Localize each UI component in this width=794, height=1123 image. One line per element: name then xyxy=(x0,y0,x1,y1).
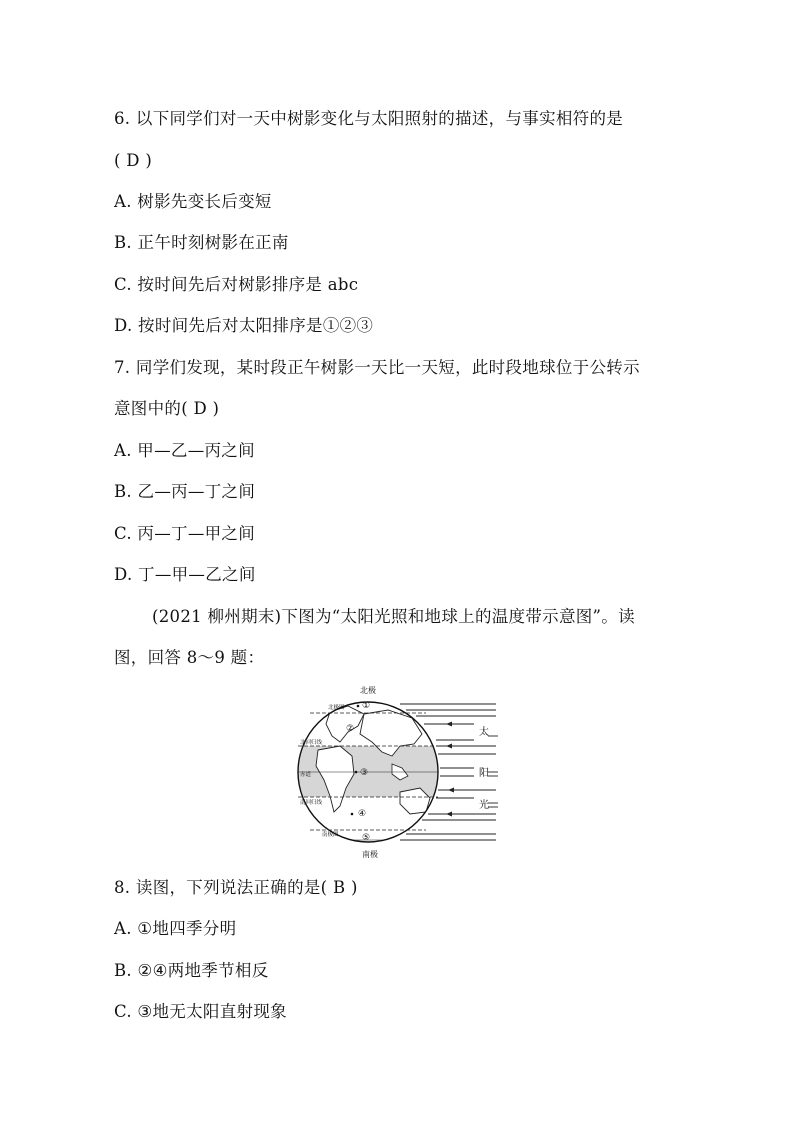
point-1-dot xyxy=(357,705,360,708)
point-3-dot xyxy=(355,771,358,774)
equator-label: 赤道 xyxy=(300,772,312,778)
q6-option-a: A. 树影先变长后变短 xyxy=(114,192,272,211)
q7-stem-cont: 意图中的( D ) xyxy=(114,399,220,418)
point-4-label: ④ xyxy=(358,809,367,819)
q7-option-a: A. 甲—乙—丙之间 xyxy=(114,441,255,460)
antarctic-circle-label: 南极圈 xyxy=(322,832,339,838)
q7-option-d: D. 丁—甲—乙之间 xyxy=(114,565,256,584)
q7-stem: 7. 同学们发现，某时段正午树影一天比一天短，此时段地球位于公转示 xyxy=(114,358,640,377)
tropic-cancer-label: 北回归线 xyxy=(300,740,323,746)
sunlight-temperature-zone-figure xyxy=(288,684,508,864)
tropic-capricorn-label: 南回归线 xyxy=(300,800,323,806)
point-4-dot xyxy=(351,813,354,816)
q6-option-b: B. 正午时刻树影在正南 xyxy=(114,233,289,252)
q6-answer: ( D ) xyxy=(114,151,153,170)
point-5-label: ⑤ xyxy=(362,833,371,843)
q8-stem: 8. 读图，下列说法正确的是( B ) xyxy=(114,878,358,897)
intro-line-1: (2021 柳州期末)下图为“太阳光照和地球上的温度带示意图”。读 xyxy=(152,607,635,626)
q7-option-b: B. 乙—丙—丁之间 xyxy=(114,482,256,501)
point-1-label: ① xyxy=(362,701,371,711)
arctic-circle-label: 北极圈 xyxy=(328,705,345,711)
sun-ray-arrows xyxy=(446,722,454,817)
q7-option-c: C. 丙—丁—甲之间 xyxy=(114,524,256,543)
intro-line-2: 图，回答 8～9 题： xyxy=(114,648,265,667)
q8-option-c: C. ③地无太阳直射现象 xyxy=(114,1002,287,1021)
q8-option-b: B. ②④两地季节相反 xyxy=(114,961,269,980)
sun-char-2: 阳 xyxy=(479,768,489,779)
point-2-label: ② xyxy=(346,724,355,734)
ray-ticks xyxy=(488,736,498,807)
south-pole-label: 南极 xyxy=(362,850,378,859)
point-3-label: ③ xyxy=(360,768,369,778)
q8-option-a: A. ①地四季分明 xyxy=(114,919,237,938)
sun-char-1: 太 xyxy=(479,727,489,738)
q6-option-d: D. 按时间先后对太阳排序是①②③ xyxy=(114,316,374,335)
q6-option-c: C. 按时间先后对树影排序是 abc xyxy=(114,275,359,294)
q6-stem: 6. 以下同学们对一天中树影变化与太阳照射的描述，与事实相符的是 xyxy=(114,109,624,128)
sun-char-3: 光 xyxy=(479,800,489,811)
north-pole-label: 北极 xyxy=(360,686,376,695)
